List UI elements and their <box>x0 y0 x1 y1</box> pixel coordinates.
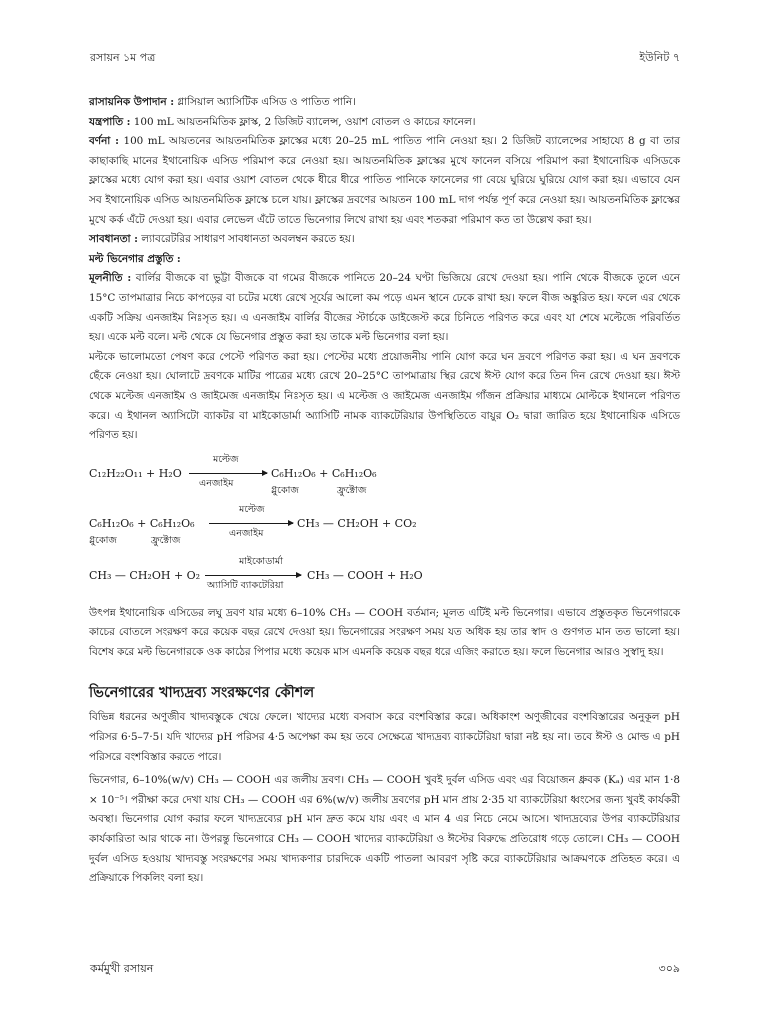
caution-label: সাবধানতা : <box>89 233 138 246</box>
equation-3 <box>89 554 680 598</box>
caution-text: ল্যাবরেটরির সাধারণ সাবধানতা অবলম্বন করতে হয়। <box>137 233 355 246</box>
main-content <box>89 93 680 889</box>
eq3-catalyst-bottom: অ্যাসিটি ব্যাকটেরিয়া <box>207 579 284 591</box>
running-header <box>90 49 680 67</box>
eq2-products: CH₃ — CH₂OH + CO₂ <box>297 516 417 530</box>
page-number: ৩০৯ <box>658 962 680 975</box>
eq1-products: C₆H₁₂O₆ + C₆H₁₂O₆ <box>271 466 377 480</box>
book-title: রসায়ন ১ম পত্র <box>90 51 156 64</box>
principle-label: মূলনীতি : <box>89 272 132 285</box>
eq1-catalyst-bottom: এনজাইম <box>199 477 234 489</box>
malt-heading: মল্ট ভিনেগার প্রস্তুতি : <box>89 252 181 265</box>
apparatus-line <box>89 113 680 133</box>
principle-paragraph <box>89 269 680 347</box>
materials-label: রাসায়নিক উপাদান : <box>89 96 175 108</box>
description-text: 100 mL আয়তনের আয়তনমিতিক ফ্লাস্কের মধ্যে 20–25 mL পাতিত পানি নেওয়া হয়। 2 ডিজিট ব্যালেন্সের সাহায্যে 8 g বা তার কাছাকাছি মানের ইথানোয়িক এসিড পরিমাপ করে নেওয়া হয়। আয়তনমিতিক ফ্লাস্কের মুখে ফানেল বসিয়ে পরিমাপ করা ইথানোয়িক এসিডকে ফ্লাস্কের মধ্যে যোগ করা হয়। এবার ওয়াশ বোতল থেকে ধীরে ধীরে পাতিত পানিকে ফানেলের গা বেয়ে ঘুরিয়ে ঘুরিয়ে যোগ করা হয়। এভাবে যেন সব ইথানোয়িক এসিড আয়তনমিতিক ফ্লাস্কে চলে যায়। ফ্লাস্কের দ্রবণের আয়তন 100 mL দাগ পর্যন্ত পূর্ণ করে নেওয়া হয়। আয়তনমিতিক ফ্লাস্কের মুখে কর্ক এঁটে দেওয়া হয়। এবার লেভেল এঁটে তাতে ভিনেগার লিখে রাখা হয় এবং শতকরা পরিমাণ কত তা উল্লেখ করা হয়। <box>89 135 681 226</box>
footer-book-name: কর্মমুখী রসায়ন <box>90 962 154 975</box>
eq2-catalyst-bottom: এনজাইম <box>229 527 264 539</box>
equation-1 <box>89 454 680 498</box>
unit-label: ইউনিট ৭ <box>639 51 680 64</box>
malt-paragraph: মল্টকে ভালোমতো পেষণ করে পেস্টে পরিণত করা হয়। পেস্টের মধ্যে প্রয়োজনীয় পানি যোগ করে ঘন দ্রবণে পরিণত করা হয়। এ ঘন দ্রবণকে ছেঁকে নেওয়া হয়। ঘোলাটে দ্রবণকে মাটির পাত্রের মধ্যে রেখে 20–25°C তাপমাত্রায় স্থির রেখে ঈস্ট যোগ করে তিন দিন রেখে দেওয়া হয়। ঈস্ট থেকে মল্টেজ এনজাইম ও জাইমেজ এনজাইম নিঃসৃত হয়। এ মল্টেজ ও জাইমেজ এনজাইম গাঁজন প্রক্রিয়ার মাধ্যমে মোল্টকে ইথানলে পরিণত করে। এ ইথানল অ্যাসিটো ব্যাকটর বা মাইকোডার্মা অ্যাসিটি নামক ব্যাকটেরিয়ার উপস্থিতিতে বায়ুর O₂ দ্বারা জারিত হয়ে ইথানোয়িক এসিডে পরিণত হয়। <box>89 350 680 442</box>
eq1-fructose-label: ফ্রুক্টোজ <box>337 484 367 496</box>
caution-line <box>89 230 680 250</box>
eq2-reactants: C₆H₁₂O₆ + C₆H₁₂O₆ <box>89 516 195 530</box>
description-paragraph <box>89 132 680 230</box>
page-footer <box>90 960 680 978</box>
eq3-products: CH₃ — COOH + H₂O <box>307 568 423 582</box>
eq2-fructose-label: ফ্রুক্টোজ <box>151 534 181 546</box>
apparatus-label: যন্ত্রপাতি : <box>89 115 131 128</box>
eq3-reactants: CH₃ — CH₂OH + O₂ <box>89 568 201 582</box>
result-paragraph: উৎপন্ন ইথানোয়িক এসিডের লঘু দ্রবণ যার মধ্যে 6–10% CH₃ — COOH বর্তমান; মূলত এটিই মল্ট ভিনেগার। এভাবে প্রস্তুতকৃত ভিনেগারকে কাচের বোতলে সংরক্ষণ করে কয়েক বছর রেখে দেওয়া হয়। ভিনেগারের সংরক্ষণ সময় যত অধিক হয় তার স্বাদ ও গুণগত মান তত ভালো হয়। বিশেষ করে মল্ট ভিনেগারকে ওক কাঠের পিপার মধ্যে কয়েক মাস এমনকি কয়েক বছর ধরে এজিং করাতে হয়। ফলে ভিনেগার আরও সুস্বাদু হয়। <box>89 606 680 658</box>
eq3-catalyst-top: মাইকোডার্মা <box>239 555 283 567</box>
materials-line <box>89 93 680 113</box>
section-title: ভিনেগারের খাদ্যদ্রব্য সংরক্ষণের কৌশল <box>89 684 315 702</box>
eq1-catalyst-top: মল্টেজ <box>213 453 239 465</box>
equation-2 <box>89 504 680 548</box>
eq1-glucose-label: গ্লুকোজ <box>271 484 299 496</box>
apparatus-text: 100 mL আয়তনমিতিক ফ্লাস্ক, 2 ডিজিট ব্যালেন্স, ওয়াশ বোতল ও কাচের ফানেল। <box>130 115 476 128</box>
principle-text: বার্লির বীজকে বা ভুট্টা বীজকে বা গমের বীজকে পানিতে 20–24 ঘণ্টা ভিজিয়ে রেখে দেওয়া হয়। পানি থেকে বীজকে তুলে এনে 15°C তাপমাত্রার নিচে কাপড়ের বা চটের মধ্যে রেখে সূর্যের আলো কম পড়ে এমন স্থানে ঢেকে রাখা হয়। ফলে বীজ অঙ্কুরিত হয়। ফলে এর থেকে একটি সক্রিয় এনজাইম নিঃসৃত হয়। এ এনজাইম বার্লির বীজের স্টার্চকে ডাইজেস্ট করে চিনিতে পরিণত করে এবং যা শেষে মল্টেজে পরিবর্তিত হয়। একে মল্ট বলে। মল্ট থেকে যে ভিনেগার প্রস্তুত করা হয় তাকে মল্ট ভিনেগার বলা হয়। <box>89 272 680 344</box>
section-paragraph-1: বিভিন্ন ধরনের অণুজীব খাদ্যবস্তুকে খেয়ে ফেলে। খাদ্যের মধ্যে বসবাস করে বংশবিস্তার করে। অধিকাংশ অণুজীবের বংশবিস্তারের অনুকূল pH পরিসর 6·5–7·5। যদি খাদ্যের pH পরিসর 4·5 অপেক্ষা কম হয় তবে সেক্ষেত্রে খাদ্যদ্রব্য ব্যাকটেরিয়া দ্বারা নষ্ট হয় না। তবে ঈস্ট ও মোল্ড এ pH পরিসরে বংশবিস্তার করতে পারে। <box>89 711 680 763</box>
eq2-catalyst-top: মল্টেজ <box>239 503 265 515</box>
eq1-reactants: C₁₂H₂₂O₁₁ + H₂O <box>89 466 182 480</box>
section-paragraph-2: ভিনেগার, 6–10%(w/v) CH₃ — COOH এর জলীয় দ্রবণ। CH₃ — COOH খুবই দুর্বল এসিড এবং এর বিয়োজন ধ্রুবক (Kₐ) এর মান 1·8 × 10⁻⁵। পরীক্ষা করে দেখা যায় CH₃ — COOH এর 6%(w/v) জলীয় দ্রবণের pH মান প্রায় 2·35 যা ব্যাকটেরিয়া ধ্বংসের জন্য খুবই কার্যকরী অবস্থা। ভিনেগার যোগ করার ফলে খাদ্যদ্রব্যের pH মান দ্রুত কমে যায় এবং এ মান 4 এর নিচে নেমে আসে। খাদ্যদ্রব্যের উপর ব্যাকটেরিয়ার কার্যকারিতা আর থাকে না। উপরন্তু ভিনেগারে CH₃ — COOH খাদ্যের ব্যাকটেরিয়া ও ঈস্টের বিরুদ্ধে প্রতিরোধ গড়ে তোলে। CH₃ — COOH দুর্বল এসিড হওয়ায় খাদ্যবস্তু সংরক্ষণের সময় খাদ্যকণার চারদিকে একটি পাতলা আবরণ সৃষ্টি করে ব্যাকটেরিয়ার আক্রমণকে প্রতিহত করে। এ প্রক্রিয়াকে পিকলিং বলা হয়। <box>89 774 680 885</box>
description-label: বর্ণনা : <box>89 135 119 148</box>
eq2-glucose-label: গ্লুকোজ <box>89 534 117 546</box>
materials-text: গ্লাসিয়াল অ্যাসিটিক এসিড ও পাতিত পানি। <box>174 96 356 108</box>
